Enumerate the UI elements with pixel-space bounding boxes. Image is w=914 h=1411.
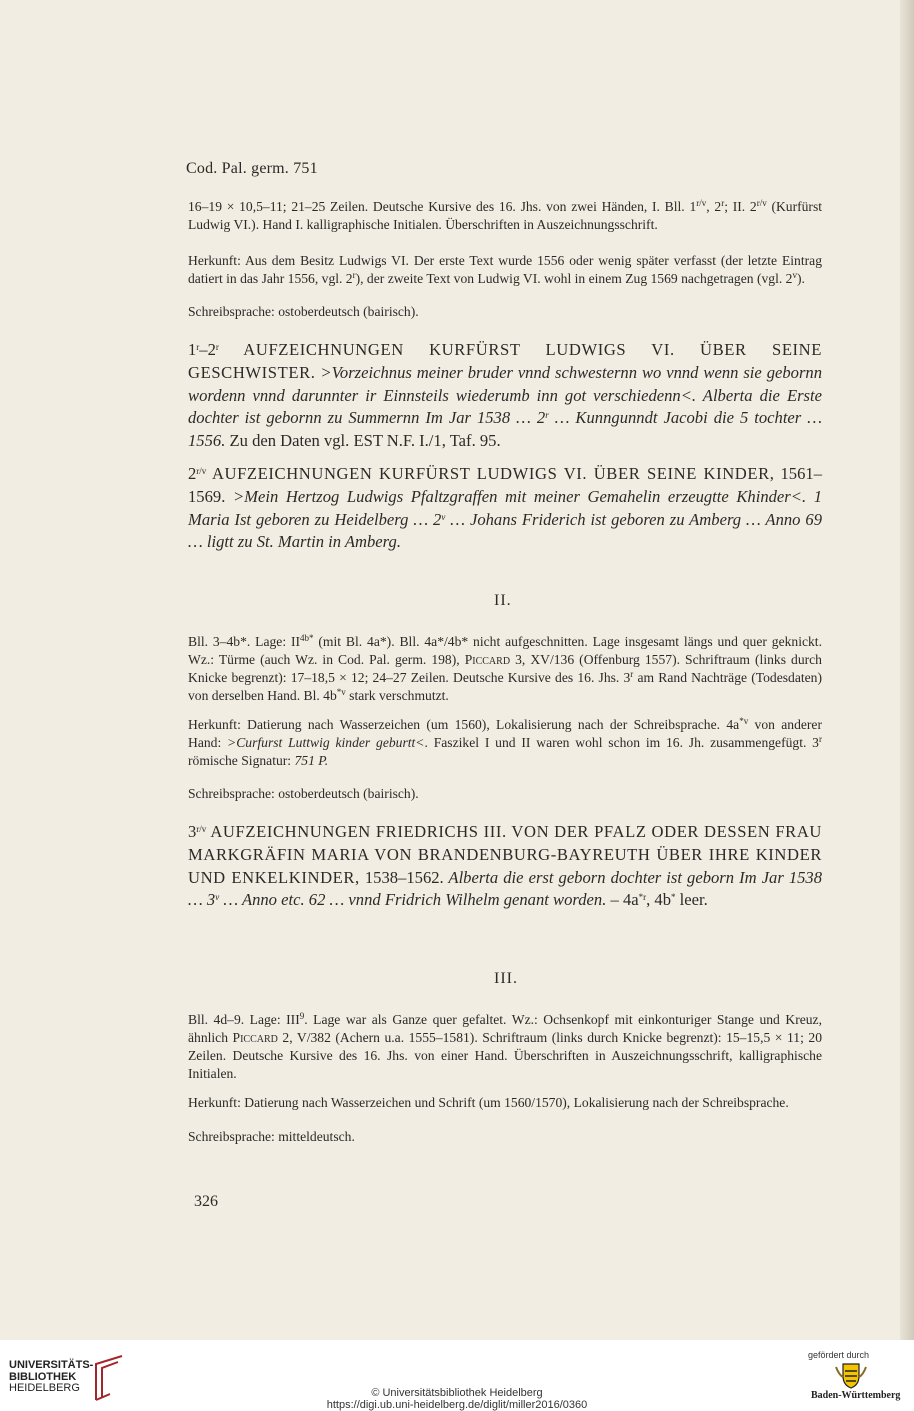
section1-description: 16–19 × 10,5–11; 21–25 Zeilen. Deutsche Kursive des 16. Jhs. von zwei Händen, I. Bll. $1^{r/v}$, 2$^r$; II. $2^{r/v}$ (Kurfürst Ludwig VI.). Hand I. kalligraphische Initialen. Überschriften in Auszeichnungsschrift. [188,198,823,232]
entry-3-heading: AUFZEICHNUNGEN FRIEDRICHS III. VON DER PFALZ ODER DESSEN FRAU MARKGRÄFIN MARIA VON BRANDENBURG-BAYREUTH ÜBER IHRE KINDER UND ENKELKINDER, [188,822,822,887]
entry-1-folio: 1$^r$–2$^r$ [188,340,219,359]
permalink-url[interactable]: https://digi.ub.uni-heidelberg.de/diglit/miller2016/0360 [326,1399,588,1411]
copyright-notice: © Universitätsbibliothek Heidelberg https://digi.ub.uni-heidelberg.de/diglit/miller2016/0360 [0,1387,914,1411]
entry-2-heading: AUFZEICHNUNGEN KURFÜRST LUDWIGS VI. ÜBER SEINE KINDER, [206,464,775,483]
section3-herkunft: Herkunft: Datierung nach Wasserzeichen und Schrift (um 1560/1570), Lokalisierung nach der Schreibsprache. [188,1095,789,1110]
page-header: Cod. Pal. germ. 751 [186,160,318,177]
section1-schreibsprache: Schreibsprache: ostoberdeutsch (bairisch). [188,304,419,319]
page-number: 326 [194,1193,218,1210]
section-numeral-3: III. [494,970,518,987]
entry-3-quote: Alberta die erst geborn dochter ist geborn Im Jar 1538 … 3$^v$ … Anno etc. 62 … vnnd Fridrich Wilhelm genant worden. [188,867,823,910]
entry-3-folio: $3^{r/v}$ [188,822,207,841]
coat-of-arms-icon [834,1361,868,1389]
section2-description: Bll. 3–4b*. Lage: $II^{4b*}$ (mit Bl. 4a*). Bll. 4a*/4b* nicht aufgeschnitten. Lage insgesamt längs und quer geknickt. Wz.: Türme (auch Wz. in Cod. Pal. germ. 198), Piccard 3, XV/136 (Offenburg 1557). Schriftraum (links durch Knicke begrenzt): 17–18,5 × 12; 24–27 Zeilen. Deutsche Kursive des 16. Jhs. 3$^r$ am Rand Nachträge (Todesdaten) von derselben Hand. Bl. $4b^{*v}$ stark verschmutzt. [188,633,822,703]
entry-1: 1$^r$–2$^r$ AUFZEICHNUNGEN KURFÜRST LUDWIGS VI. ÜBER SEINE GESCHWISTER. >Vorzeichnus meiner bruder vnnd schwesternn wo vnnd wenn sie gebornn wordenn vnnd darunnter ir Einnsteils wiederumb inn got verschiedenn<. Alberta die Erste dochter ist gebornn zu Summernn Im Jar 1538 … 2$^r$ … Kunngunndt Jacobi die 5 tochter … 1556. Zu den Daten vgl. EST N.F. I./1, Taf. 95. [188,340,822,451]
entry-1-quote: >Vorzeichnus meiner bruder vnnd schwesternn wo vnnd wenn sie gebornn wordenn vnnd darunnter ir Einnsteils wiederumb inn got verschiedenn<. Alberta die Erste dochter ist gebornn zu Summernn Im Jar 1538 … 2$^r$ … Kunngunndt Jacobi die 5 tochter … 1556. [188,362,822,451]
sponsor-label: gefördert durch [808,1350,870,1360]
section3-description: Bll. 4d–9. Lage: III$^9$. Lage war als Ganze quer gefaltet. Wz.: Ochsenkopf mit einkonturiger Stange und Kreuz, ähnlich Piccard 2, V/382 (Achern u.a. 1555–1581). Schriftraum (links durch Knicke begrenzt): 15–15,5 × 11; 20 Zeilen. Deutsche Kursive des 16. Jhs. von einer Hand. Überschriften in Auszeichnungsschrift, kalligraphische Initialen. [188,1011,822,1081]
library-name[interactable]: UNIVERSITÄTS- BIBLIOTHEK HEIDELBERG [9,1359,94,1394]
viewer-footer [0,1340,914,1411]
entry-3: $3^{r/v}$ AUFZEICHNUNGEN FRIEDRICHS III. VON DER PFALZ ODER DESSEN FRAU MARKGRÄFIN MARIA VON BRANDENBURG-BAYREUTH ÜBER IHRE KINDER UND ENKELKINDER, 1538–1562. Alberta die erst geborn dochter ist geborn Im Jar 1538 … 3$^v$ … Anno etc. 62 … vnnd Fridrich Wilhelm genant worden. – $4a^{*r}$, 4b* leer. [188,822,823,910]
section2-schreibsprache: Schreibsprache: ostoberdeutsch (bairisch). [188,786,419,801]
sponsor-name: Baden-Württemberg [811,1390,901,1401]
entry-2-quote: >Mein Hertzog Ludwigs Pfaltzgraffen mit meiner Gemahelin erzeugtte Khinder<. 1 Maria Ist geboren zu Heidelberg … 2$^v$ … Johans Friderich ist geboren zu Amberg … Anno 69 … ligtt zu St. Martin in Amberg. [188,486,822,552]
entry-2-folio: $2^{r/v}$ [188,464,207,483]
entry-1-heading: AUFZEICHNUNGEN KURFÜRST LUDWIGS VI. ÜBER SEINE GESCHWISTER. [188,340,822,382]
section2-herkunft: Herkunft: Datierung nach Wasserzeichen (um 1560), Lokalisierung nach der Schreibsprache. $4a^{*v}$ von anderer Hand: >Curfurst Luttwig kinder geburtt<. Faszikel I und II waren wohl schon im 16. Jh. zusammengefügt. 3$^r$ römische Signatur: 751 P. [188,716,822,768]
entry-2: $2^{r/v}$ AUFZEICHNUNGEN KURFÜRST LUDWIGS VI. ÜBER SEINE KINDER, 1561–1569. >Mein Hertzog Ludwigs Pfaltzgraffen mit meiner Gemahelin erzeugtte Khinder<. 1 Maria Ist geboren zu Heidelberg … 2$^v$ … Johans Friderich ist geboren zu Amberg … Anno 69 … ligtt zu St. Martin in Amberg. [188,464,822,552]
section3-schreibsprache: Schreibsprache: mitteldeutsch. [188,1129,355,1144]
page-edge [900,0,914,1340]
section1-herkunft: Herkunft: Aus dem Besitz Ludwigs VI. Der erste Text wurde 1556 oder wenig später verfasst (der letzte Eintrag datiert in das Jahr 1556, vgl. 2$^r$), der zweite Text von Ludwig VI. wohl in einem Zug 1569 nachgetragen (vgl. 2$^v$). [188,253,822,286]
section-numeral-2: II. [494,592,512,609]
